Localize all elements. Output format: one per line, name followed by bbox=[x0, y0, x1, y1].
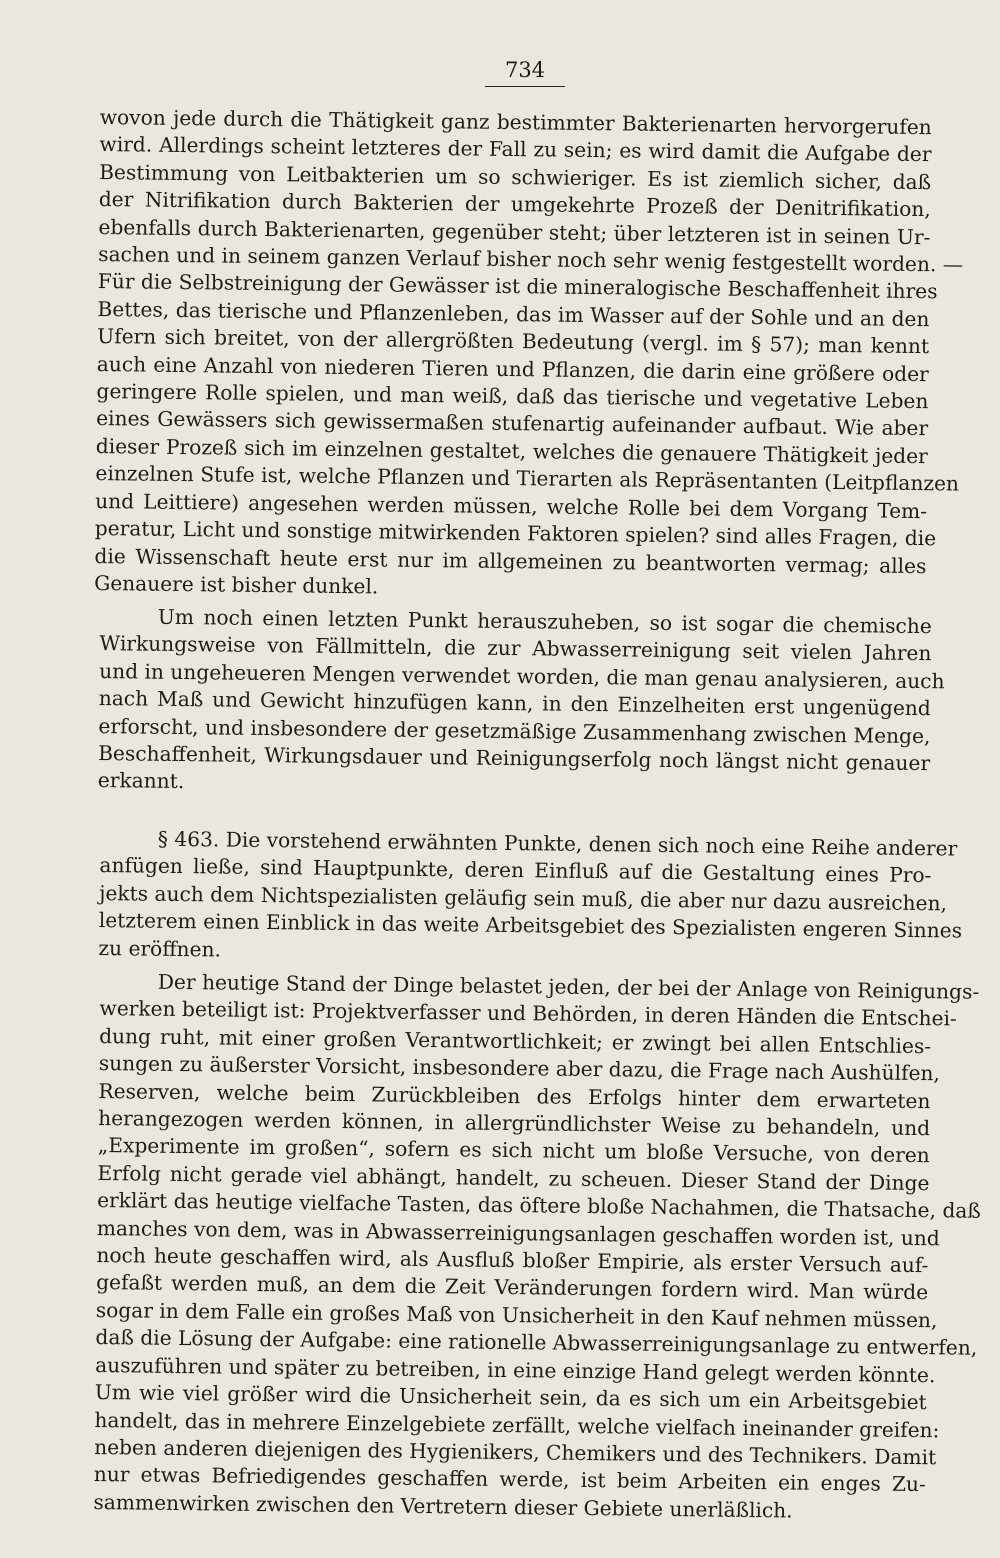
text-line: daß die Lösung der Aufgabe: eine rationelle Abwasserreinigungsanlage zu entwerfen, bbox=[95, 1325, 978, 1361]
text-line: eines Gewässers sich gewissermaßen stufenartig aufeinander aufbaut. Wie aber bbox=[96, 406, 929, 441]
text-line: erkannt. bbox=[97, 768, 185, 794]
text-line: werken beteiligt ist: Projektverfasser und Behörden, in deren Händen die Entschei- bbox=[99, 996, 957, 1032]
text-line: und Leittiere) angesehen werden müssen, welche Rolle bei dem Vorgang Tem- bbox=[95, 488, 928, 523]
paragraph-precipitants bbox=[97, 603, 945, 805]
text-line: anfügen ließe, sind Hauptpunkte, deren Einfluß auf die Gestaltung eines Pro- bbox=[99, 853, 932, 888]
text-line: Ufern sich breitet, von der allergrößten Bedeutung (vergl. im § 57); man kennt bbox=[97, 324, 930, 359]
body-text bbox=[93, 104, 981, 1523]
text-line: gefaßt werden muß, an dem die Zeit Veränderungen fordern wird. Man würde bbox=[96, 1270, 929, 1305]
text-line: letzterem einen Einblick in das weite Arbeitsgebiet des Spezialisten engeren Sinnes bbox=[98, 908, 963, 943]
text-line: Beschaffenheit, Wirkungsdauer und Reinigungserfolg noch längst nicht genauer bbox=[98, 741, 931, 776]
text-line: Reserven, welche beim Zurückbleiben des Erfolgs hinter dem erwarteten bbox=[98, 1078, 931, 1113]
text-line: dieser Prozeß sich im einzelnen gestaltet, welches die genauere Thätigkeit jeder bbox=[95, 433, 928, 469]
text-line: handelt, das in mehrere Einzelgebiete zerfällt, welche vielfach ineinander greifen: bbox=[94, 1407, 940, 1442]
paragraph-current-state bbox=[93, 968, 981, 1526]
text-line: sogar in dem Falle ein großes Maß von Unsicherheit in den Kauf nehmen müssen, bbox=[95, 1298, 938, 1333]
text-line: peratur, Licht und sonstige mitwirkenden Faktoren spielen? sind alles Fragen, die bbox=[94, 516, 937, 551]
text-line: der Nitrifikation durch Bakterien der umgekehrte Prozeß der Denitrifikation, bbox=[98, 187, 931, 222]
text-line: sammenwirken zwischen den Vertretern dieser Gebiete unerläßlich. bbox=[93, 1489, 793, 1523]
text-line: Der heutige Stand der Dinge belastet jeden, der bei der Anlage von Reinigungs- bbox=[157, 969, 980, 1004]
text-line: auszuführen und später zu betreiben, in eine einzige Hand gelegt werden könnte. bbox=[95, 1352, 936, 1388]
text-line: herangezogen werden können, in allergründlichster Weise zu behandeln, und bbox=[98, 1106, 931, 1141]
text-line: Erfolg nicht gerade viel abhängt, handelt, zu scheuen. Dieser Stand der Dinge bbox=[97, 1161, 930, 1196]
text-line: „Experimente im großen“, sofern es sich nicht um bloße Versuche, von deren bbox=[97, 1133, 930, 1168]
text-line: ebenfalls durch Bakterienarten, gegenüber steht; über letzteren ist in seinen Ur- bbox=[98, 214, 931, 249]
text-line: zu eröffnen. bbox=[98, 935, 222, 962]
text-line: nur etwas Befriedigendes geschaffen werde, ist beim Arbeiten ein enges Zu- bbox=[93, 1462, 926, 1497]
text-line: und in ungeheueren Mengen verwendet worden, die man genau analysieren, auch bbox=[99, 659, 945, 694]
text-line: einzelnen Stufe ist, welche Pflanzen und Tierarten als Repräsentanten (Leitpflanzen bbox=[95, 461, 960, 496]
text-line: dung ruht, mit einer großen Verantwortlichkeit; er zwingt bei allen Entschlies- bbox=[99, 1023, 932, 1059]
text-line: neben anderen diejenigen des Hygienikers, Chemikers und des Technikers. Damit bbox=[94, 1435, 937, 1470]
text-line: Wirkungsweise von Fällmitteln, die zur Abwasserreinigung seit vielen Jahren bbox=[99, 631, 932, 666]
text-line: Bestimmung von Leitbakterien um so schwieriger. Es ist ziemlich sicher, daß bbox=[99, 159, 932, 194]
text-line: Bettes, das tierische und Pflanzenleben, das im Wasser auf der Sohle und an den bbox=[97, 296, 930, 331]
text-line: noch heute geschaffen wird, als Ausfluß bloßer Empirie, als erster Versuch auf- bbox=[96, 1243, 929, 1278]
text-line: Genauere ist bisher dunkel. bbox=[94, 570, 379, 599]
text-line: wovon jede durch die Thätigkeit ganz bestimmter Bakterienarten hervorgerufen bbox=[99, 104, 932, 140]
page-number: 734 bbox=[470, 58, 580, 87]
text-line: auch eine Anzahl von niederen Tieren und Pflanzen, die darin eine größere oder bbox=[96, 351, 929, 386]
text-line: geringere Rolle spielen, und man weiß, daß das tierische und vegetative Leben bbox=[96, 379, 929, 414]
paragraph-bacteria bbox=[94, 104, 964, 607]
text-line: wird. Allerdings scheint letzteres der Fall zu sein; es wird damit die Aufgabe der bbox=[99, 132, 932, 167]
paragraph-section-463 bbox=[98, 825, 963, 972]
text-line: jekts auch dem Nichtspezialisten geläufig sein muß, die aber nur dazu ausreichen, bbox=[99, 880, 948, 916]
text-line: Um noch einen letzten Punkt herauszuheben, so ist sogar die chemische bbox=[157, 605, 932, 639]
text-line: Für die Selbstreinigung der Gewässer ist die mineralogische Beschaffenheit ihres bbox=[97, 269, 938, 304]
text-line: § 463. Die vorstehend erwähnten Punkte, denen sich noch eine Reihe anderer bbox=[157, 826, 958, 861]
text-line: manches von dem, was in Abwasserreinigungsanlagen geschaffen worden ist, und bbox=[96, 1215, 940, 1251]
text-line: Um wie viel größer wird die Unsicherheit sein, da es sich um ein Arbeitsgebiet bbox=[94, 1380, 927, 1415]
text-line: sungen zu äußerster Vorsicht, insbesondere aber dazu, die Frage nach Aushülfen, bbox=[98, 1051, 941, 1086]
text-line: die Wissenschaft heute erst nur im allgemeinen zu beantworten vermag; alles bbox=[94, 543, 927, 578]
text-line: sachen und in seinem ganzen Verlauf bisher noch sehr wenig festgestellt worden. — bbox=[98, 242, 964, 277]
text-line: erforscht, und insbesondere der gesetzmäßige Zusammenhang zwischen Menge, bbox=[98, 713, 931, 749]
text-line: erklärt das heutige vielfache Tasten, das öftere bloße Nachahmen, die Thatsache, daß bbox=[97, 1188, 981, 1224]
text-line: nach Maß und Gewicht hinzufügen kann, in den Einzelheiten erst ungenügend bbox=[98, 686, 931, 721]
